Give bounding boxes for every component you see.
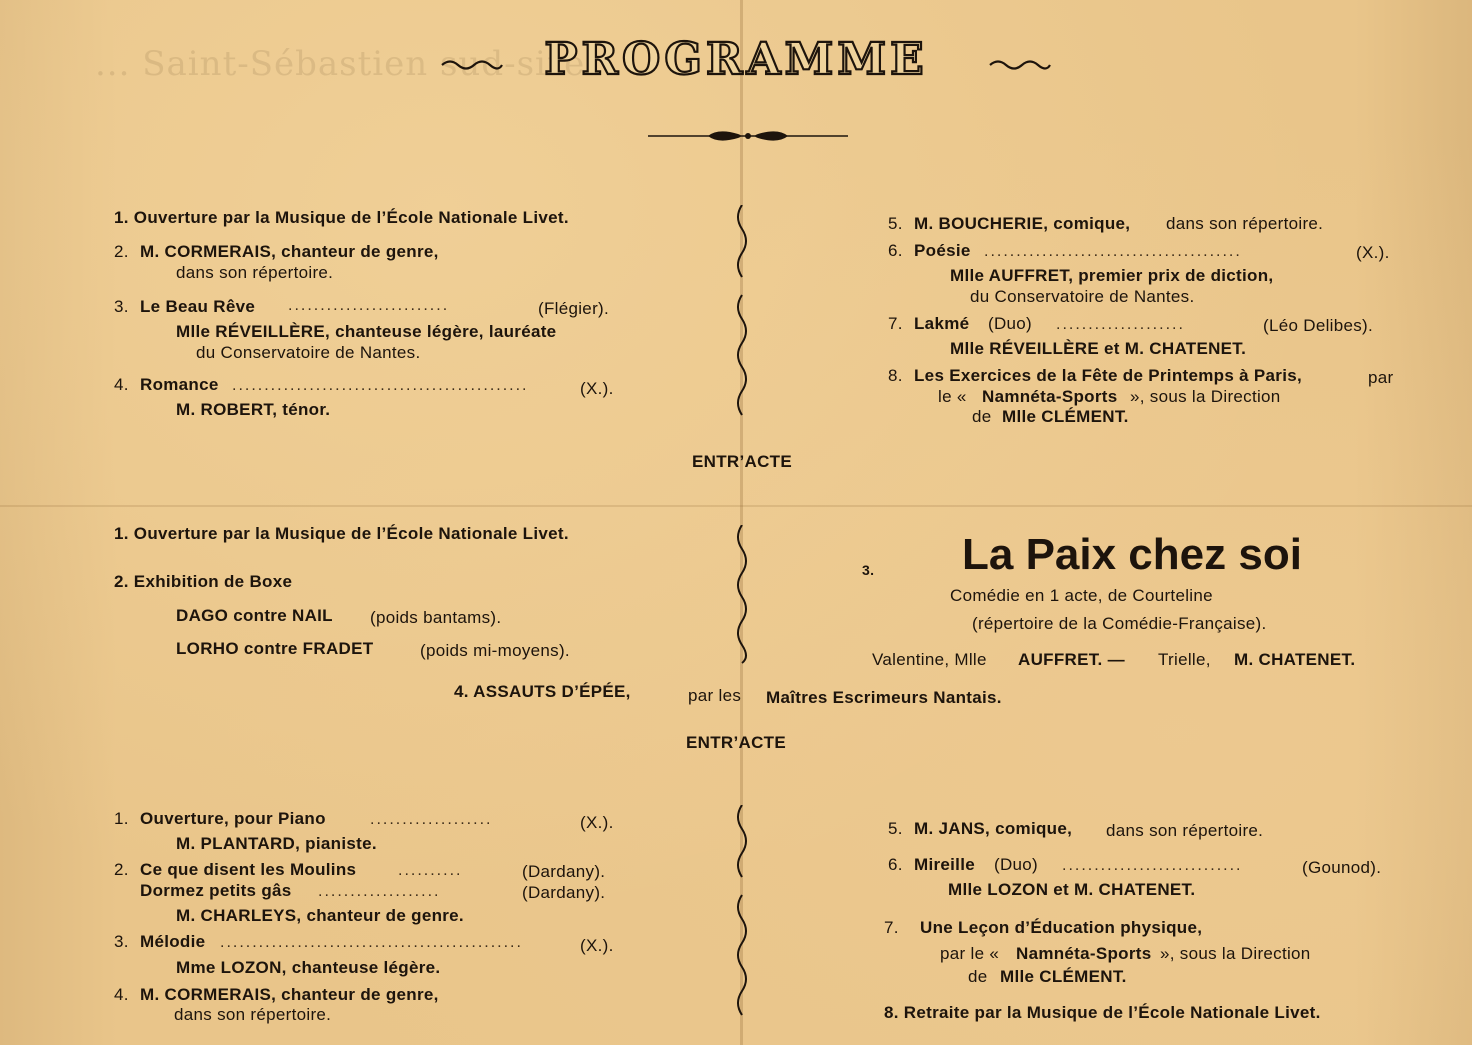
piece-title: Poésie (914, 241, 971, 260)
piece-title: Lakmé (914, 314, 970, 333)
dot-leader: .......... (398, 862, 463, 879)
item-number: 2. (114, 860, 129, 879)
item-number: 4. (114, 985, 129, 1004)
item-number: 1. (114, 809, 129, 828)
item-detail: le « (938, 387, 967, 406)
play-title: La Paix chez soi (962, 530, 1302, 579)
dot-leader: ........................................ (984, 243, 1242, 260)
intermission-label: ENTR’ACTE (686, 733, 786, 752)
item-number: 7. (884, 918, 899, 937)
intermission-label: ENTR’ACTE (692, 452, 792, 471)
performer-name: M. CHARLEYS, chanteur de genre. (176, 906, 464, 925)
program-item: 8. Retraite par la Musique de l’École Nationale Livet. (884, 1003, 1321, 1022)
bleed-through-text: ... Saint-Sébastien sud-sire (95, 44, 586, 84)
piece-title: Mireille (914, 855, 975, 874)
performer-name: M. BOUCHERIE, comique, (914, 214, 1131, 233)
ornament-divider-icon (648, 126, 848, 146)
dot-leader: ......................... (288, 297, 450, 314)
piece-title: Ouverture, pour Piano (140, 809, 326, 828)
title-left-flourish-icon (440, 56, 504, 72)
club-name: Namnéta-Sports (1016, 944, 1152, 963)
composer: (Gounod). (1302, 858, 1382, 877)
item-detail: du Conservatoire de Nantes. (970, 287, 1195, 306)
piece-title: Les Exercices de la Fête de Printemps à Paris, (914, 366, 1302, 385)
wavy-divider-icon (732, 205, 752, 425)
cast-role: Valentine, Mlle (872, 650, 987, 669)
piece-title: Mélodie (140, 932, 206, 951)
piece-title: Le Beau Rêve (140, 297, 256, 316)
item-detail: dans son répertoire. (174, 1005, 332, 1024)
item-number: 3. (862, 562, 875, 578)
piece-title: Dormez petits gâs (140, 881, 292, 900)
dot-leader: ............................ (1062, 857, 1243, 874)
club-name: Namnéta-Sports (982, 387, 1118, 406)
item-detail: par les (688, 686, 742, 705)
composer: (Flégier). (538, 299, 610, 318)
weight-class: (poids mi-moyens). (420, 641, 570, 660)
wavy-divider-icon (732, 805, 752, 1030)
boxing-bout: LORHO contre FRADET (176, 639, 374, 658)
dot-leader: ................... (370, 811, 493, 828)
play-subtitle: Comédie en 1 acte, de Courteline (950, 586, 1213, 605)
item-number: 4. (114, 375, 129, 394)
item-detail: par le « (940, 944, 1000, 963)
item-detail: », sous la Direction (1130, 387, 1281, 406)
performer-name: Mlle CLÉMENT. (1000, 967, 1127, 986)
item-number: 5. (888, 214, 903, 233)
composer: (Léo Delibes). (1263, 316, 1374, 335)
composer: (Dardany). (522, 883, 606, 902)
page-title: PROGRAMME (544, 34, 928, 85)
composer: (X.). (580, 379, 614, 398)
title-right-flourish-icon (988, 56, 1052, 72)
piece-note: (Duo) (994, 855, 1039, 874)
play-subtitle: (répertoire de la Comédie-Française). (972, 614, 1267, 633)
item-detail: par (1368, 368, 1394, 387)
item-detail: dans son répertoire. (1166, 214, 1324, 233)
item-number: 8. (888, 366, 903, 385)
item-detail: du Conservatoire de Nantes. (196, 343, 421, 362)
program-item: 1. Ouverture par la Musique de l’École Nationale Livet. (114, 524, 569, 543)
program-item: 2. Exhibition de Boxe (114, 572, 293, 591)
performer-name: M. ROBERT, ténor. (176, 400, 331, 419)
piece-title: Une Leçon d’Éducation physique, (920, 918, 1203, 937)
performer-name: Mlle AUFFRET, premier prix de diction, (950, 266, 1274, 285)
performer-name: M. CORMERAIS, chanteur de genre, (140, 985, 439, 1004)
item-detail: dans son répertoire. (176, 263, 334, 282)
piece-title: Romance (140, 375, 219, 394)
item-number: 7. (888, 314, 903, 333)
item-detail: de (972, 407, 992, 426)
piece-note: (Duo) (988, 314, 1033, 333)
wavy-divider-icon (732, 525, 752, 665)
item-number: 6. (888, 241, 903, 260)
cast-name: AUFFRET. — (1018, 650, 1125, 669)
composer: (X.). (1356, 243, 1390, 262)
dot-leader: ............................................... (220, 934, 523, 951)
performer-name: Maîtres Escrimeurs Nantais. (766, 688, 1002, 707)
item-number: 3. (114, 932, 129, 951)
item-detail: de (968, 967, 988, 986)
performer-name: M. CORMERAIS, chanteur de genre, (140, 242, 439, 261)
item-number: 6. (888, 855, 903, 874)
item-number: 2. (114, 242, 129, 261)
item-detail: », sous la Direction (1160, 944, 1311, 963)
cast-name: M. CHATENET. (1234, 650, 1356, 669)
cast-role: Trielle, (1158, 650, 1211, 669)
horizontal-fold (0, 505, 1472, 507)
item-number: 3. (114, 297, 129, 316)
item-number: 5. (888, 819, 903, 838)
dot-leader: .............................................. (232, 377, 529, 394)
composer: (X.). (580, 936, 614, 955)
performer-name: M. PLANTARD, pianiste. (176, 834, 377, 853)
piece-title: Ce que disent les Moulins (140, 860, 357, 879)
item-detail: dans son répertoire. (1106, 821, 1264, 840)
weight-class: (poids bantams). (370, 608, 502, 627)
dot-leader: ................... (318, 883, 441, 900)
performer-name: Mme LOZON, chanteuse légère. (176, 958, 441, 977)
program-item: 1. Ouverture par la Musique de l’École Nationale Livet. (114, 208, 569, 227)
performer-name: M. JANS, comique, (914, 819, 1073, 838)
performer-name: Mlle RÉVEILLÈRE, chanteuse légère, lauréate (176, 322, 557, 341)
performer-name: Mlle LOZON et M. CHATENET. (948, 880, 1196, 899)
dot-leader: .................... (1056, 316, 1185, 333)
performer-name: Mlle RÉVEILLÈRE et M. CHATENET. (950, 339, 1247, 358)
program-item: 4. ASSAUTS D’ÉPÉE, (454, 682, 631, 701)
performer-name: Mlle CLÉMENT. (1002, 407, 1129, 426)
composer: (X.). (580, 813, 614, 832)
composer: (Dardany). (522, 862, 606, 881)
boxing-bout: DAGO contre NAIL (176, 606, 333, 625)
